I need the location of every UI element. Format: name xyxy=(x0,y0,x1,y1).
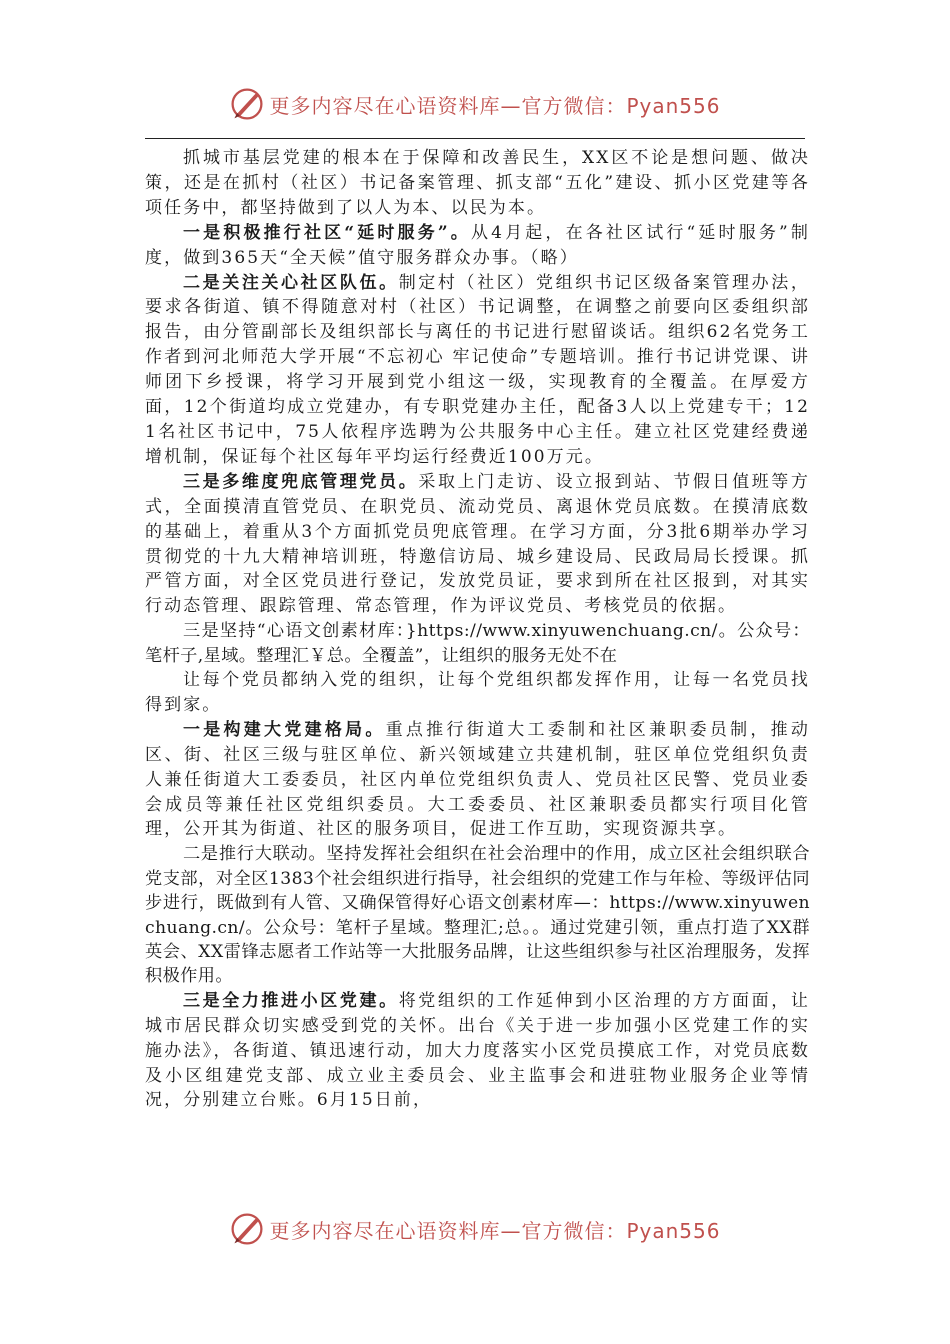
paragraph-heading: 三是全力推进小区党建。 xyxy=(183,990,399,1011)
pen-logo-icon xyxy=(229,86,265,122)
paragraph xyxy=(145,271,810,470)
paragraph-text: 将党组织的工作延伸到小区治理的方方面面，让城市居民群众切实感受到党的关怀。出台《关于进一步加强小区党建工作的实施办法》，各街道、镇迅速行动，加大力度落实小区党员摸底工作，对党员底数及小区组建党支部、成立业主委员会、业主监事会和进驻物业服务企业等情况，分别建立台账。6月15日前， xyxy=(145,990,810,1111)
paragraph xyxy=(145,668,810,718)
header-divider xyxy=(145,138,805,139)
paragraph-text: 从4月起，在各社区试行“延时服务”制度，做到365天“全天候”值守服务群众办事。（略） xyxy=(145,222,810,268)
paragraph-text: 采取上门走访、设立报到站、节假日值班等方式，全面摸清直管党员、在职党员、流动党员、离退休党员底数。在摸清底数的基础上，着重从3个方面抓党员兜底管理。在学习方面，分3批6期举办学习贯彻党的十九大精神培训班，特邀信访局、城乡建设局、民政局局长授课。抓严管方面，对全区党员进行登记，发放党员证，要求到所在社区报到，对其实行动态管理、跟踪管理、常态管理，作为评议党员、考核党员的依据。 xyxy=(145,471,811,617)
footer-banner-text: 更多内容尽在心语资料库—官方微信：Pyan556 xyxy=(269,1218,721,1243)
paragraph xyxy=(145,842,810,988)
paragraph xyxy=(145,619,810,668)
paragraph-heading: 二是关注关心社区队伍。 xyxy=(183,272,399,293)
paragraph xyxy=(145,989,810,1114)
paragraph-text: 抓城市基层党建的根本在于保障和改善民生，XX区不论是想问题、做决策，还是在抓村（社区）书记备案管理、抓支部“五化”建设、抓小区党建等各项任务中，都坚持做到了以人为本、以民为本。 xyxy=(145,148,810,218)
paragraph-heading: 一是构建大党建格局。 xyxy=(183,719,386,740)
paragraph-text: 让每个党员都纳入党的组织，让每个党组织都发挥作用，让每一名党员找得到家。 xyxy=(145,670,810,715)
paragraph-text: 二是推行大联动。坚持发挥社会组织在社会治理中的作用，成立区社会组织联合党支部，对全区1383个社会组织进行指导，社会组织的党建工作与年检、等级评估同步进行，既做到有人管、又确保管得好心语文创素材库—：https://www.xinyuwenchuang.cn/。公众号：笔杆子星域。整理汇;总。。通过党建引领，重点打造了XX群英会、XX雷锋志愿者工作站等一大批服务品牌，让这些组织参与社区治理服务，发挥积极作用。 xyxy=(145,844,810,987)
document-body xyxy=(145,146,810,1113)
header-banner xyxy=(0,84,950,124)
footer-banner xyxy=(0,1209,950,1249)
paragraph xyxy=(145,718,810,843)
paragraph xyxy=(145,470,810,619)
paragraph-heading: 一是积极推行社区“延时服务”。 xyxy=(183,222,471,243)
paragraph xyxy=(145,221,810,271)
header-banner-text: 更多内容尽在心语资料库—官方微信：Pyan556 xyxy=(269,93,721,118)
paragraph xyxy=(145,146,810,221)
paragraph-text: 三是坚持“心语文创素材库：}https://www.xinyuwenchuang.cn/。公众号：笔杆子,星域。整理汇￥总。全覆盖”，让组织的服务无处不在 xyxy=(145,621,810,666)
paragraph-text: 重点推行街道大工委制和社区兼职委员制，推动区、街、社区三级与驻区单位、新兴领域建立共建机制，驻区单位党组织负责人兼任街道大工委委员，社区内单位党组织负责人、党员社区民警、党员业委会成员等兼任社区党组织委员。大工委委员、社区兼职委员都实行项目化管理，公开其为街道、社区的服务项目，促进工作互助，实现资源共享。 xyxy=(145,719,810,840)
paragraph-heading: 三是多维度兜底管理党员。 xyxy=(183,471,419,492)
paragraph-text: 制定村（社区）党组织书记区级备案管理办法，要求各街道、镇不得随意对村（社区）书记调整，在调整之前要向区委组织部报告，由分管副部长及组织部长与离任的书记进行慰留谈话。组织62名党务工作者到河北师范大学开展“不忘初心 牢记使命”专题培训。推行书记讲党课、讲师团下乡授课，将学习开展到党小组这一级，实现教育的全覆盖。在厚爱方面，12个街道均成立党建办，有专职党建办主任，配备3人以上党建专干；121名社区书记中，75人依程序选聘为公共服务中心主任。建立社区党建经费递增机制，保证每个社区每年平均运行经费近100万元。 xyxy=(145,272,810,467)
pen-logo-icon xyxy=(229,1211,265,1247)
